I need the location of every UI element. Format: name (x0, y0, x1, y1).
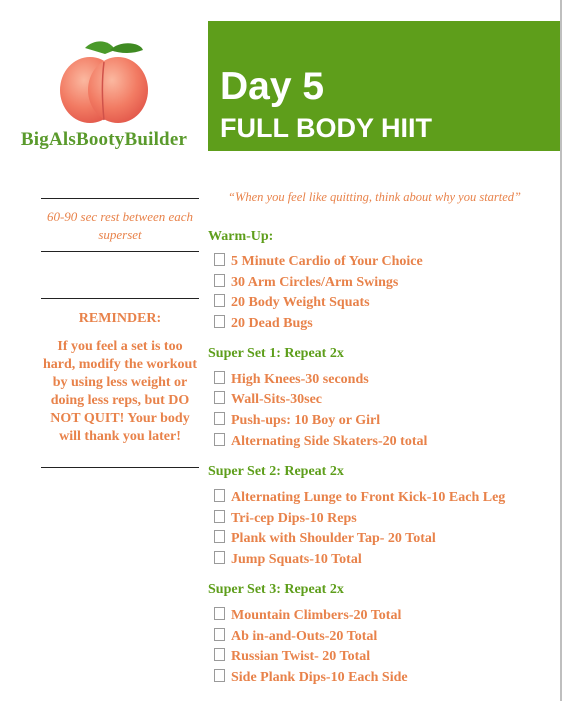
checkbox-icon[interactable] (214, 274, 225, 287)
checklist-item[interactable]: 20 Body Weight Squats (214, 294, 370, 311)
day-banner (208, 21, 560, 151)
checklist-item[interactable]: Alternating Lunge to Front Kick-10 Each Leg (214, 489, 505, 506)
checkbox-icon[interactable] (214, 253, 225, 266)
checkbox-icon[interactable] (214, 294, 225, 307)
reminder-text: If you feel a set is too hard, modify the workout by using less weight or doing less reps, but DO NOT QUIT! Your body will thank you later! (42, 339, 197, 444)
section-title: Super Set 3: Repeat 2x (208, 582, 344, 597)
checklist-item[interactable]: Alternating Side Skaters-20 total (214, 433, 427, 450)
rest-note: 60-90 sec rest between each superset (46, 209, 194, 242)
divider (41, 198, 199, 199)
checkbox-icon[interactable] (214, 391, 225, 404)
checkbox-icon[interactable] (214, 371, 225, 384)
checkbox-icon[interactable] (214, 315, 225, 328)
divider (41, 251, 199, 252)
checkbox-icon[interactable] (214, 412, 225, 425)
checklist-item[interactable]: Jump Squats-10 Total (214, 551, 362, 568)
divider (41, 467, 199, 468)
section-title: Super Set 2: Repeat 2x (208, 464, 344, 479)
brand-logo (5, 28, 203, 178)
divider (41, 298, 199, 299)
checkbox-icon[interactable] (214, 530, 225, 543)
motivational-quote: “When you feel like quitting, think about why you started” (228, 190, 522, 204)
section-title: Warm-Up: (208, 229, 274, 244)
checkbox-icon[interactable] (214, 433, 225, 446)
checkbox-icon[interactable] (214, 628, 225, 641)
checklist-item[interactable]: 30 Arm Circles/Arm Swings (214, 274, 398, 291)
peach-icon (55, 38, 155, 128)
checklist-item[interactable]: Russian Twist- 20 Total (214, 648, 370, 665)
checklist-item[interactable]: Ab in-and-Outs-20 Total (214, 628, 377, 645)
checklist-item[interactable]: 20 Dead Bugs (214, 315, 313, 332)
checklist-item[interactable]: 5 Minute Cardio of Your Choice (214, 253, 423, 270)
checkbox-icon[interactable] (214, 607, 225, 620)
page-edge (560, 0, 562, 701)
checklist-item[interactable]: Plank with Shoulder Tap- 20 Total (214, 530, 436, 547)
reminder-title: REMINDER: (78, 311, 162, 326)
checkbox-icon[interactable] (214, 648, 225, 661)
checklist-item[interactable]: Side Plank Dips-10 Each Side (214, 669, 408, 686)
checkbox-icon[interactable] (214, 551, 225, 564)
workout-title: FULL BODY HIIT (220, 113, 433, 143)
section-title: Super Set 1: Repeat 2x (208, 346, 344, 361)
checklist-item[interactable]: Wall-Sits-30sec (214, 391, 322, 408)
checklist-item[interactable]: Push-ups: 10 Boy or Girl (214, 412, 380, 429)
checkbox-icon[interactable] (214, 669, 225, 682)
checklist-item[interactable]: Mountain Climbers-20 Total (214, 607, 401, 624)
checklist-item[interactable]: Tri-cep Dips-10 Reps (214, 510, 357, 527)
checkbox-icon[interactable] (214, 510, 225, 523)
brand-name: BigAlsBootyBuilder (20, 129, 188, 150)
checklist-item[interactable]: High Knees-30 seconds (214, 371, 369, 388)
checkbox-icon[interactable] (214, 489, 225, 502)
day-title: Day 5 (220, 65, 325, 108)
